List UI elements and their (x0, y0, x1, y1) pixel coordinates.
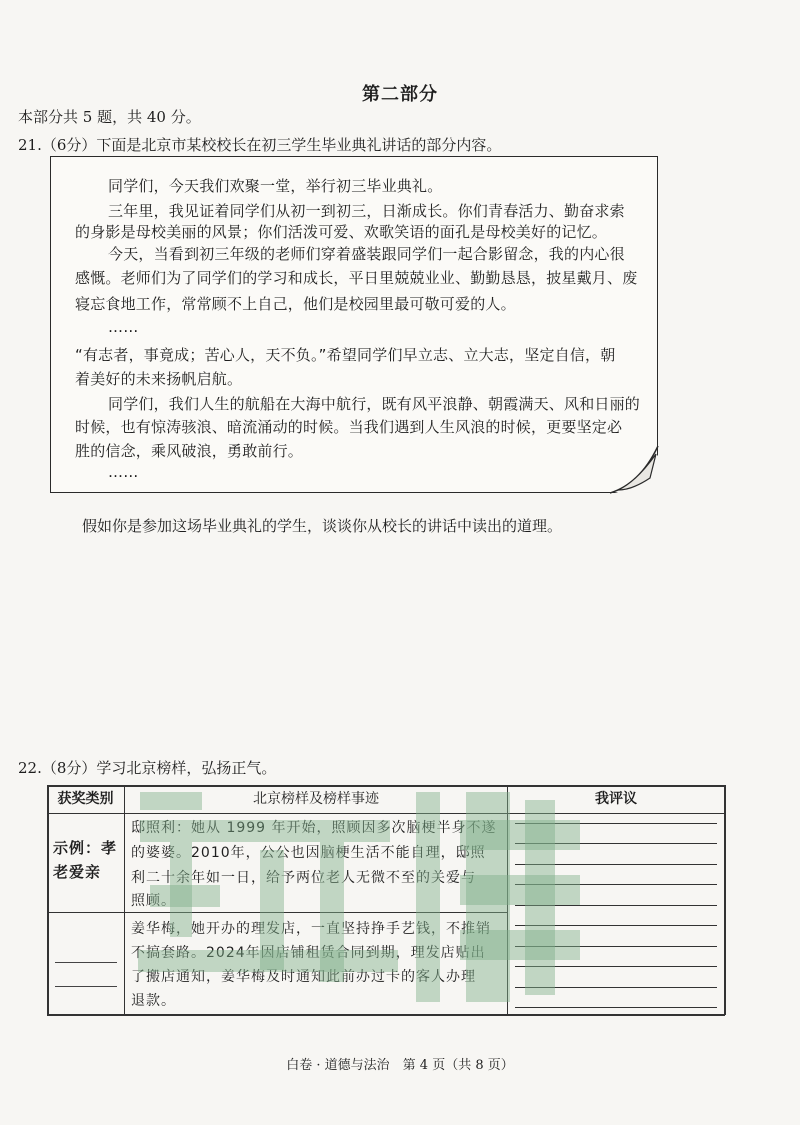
speech-line: 三年里，我见证着同学们从初一到初三，日渐成长。你们青春活力、勤奋求索 (108, 202, 625, 220)
header-role-model: 北京榜样及榜样事迹 (253, 791, 379, 807)
page-footer: 白卷 · 道德与法治 第 4 页（共 8 页） (286, 1058, 514, 1073)
page-curl-corner (610, 444, 664, 498)
speech-line: 的身影是母校美丽的风景；你们活泼可爱、欢歌笑语的面孔是母校美好的记忆。 (75, 223, 608, 241)
comment-answer-line[interactable] (515, 864, 717, 865)
comment-answer-line[interactable] (515, 925, 717, 926)
story-line: 的婆婆。2010年，公公也因脑梗生活不能自理，邸照 (131, 845, 486, 861)
comment-answer-line[interactable] (515, 966, 717, 967)
category-example: 示例：孝老爱亲 (53, 839, 118, 881)
story-line: 邸照利：她从 1999 年开始，照顾因多次脑梗半身不遂 (131, 820, 497, 836)
speech-line: 感慨。老师们为了同学们的学习和成长，平日里兢兢业业、勤勤恳恳，披星戴月、废 (75, 269, 638, 287)
comment-answer-line[interactable] (515, 884, 717, 885)
speech-line: 今天，当看到初三年级的老师们穿着盛装跟同学们一起合影留念，我的内心很 (108, 245, 625, 263)
speech-line: …… (108, 318, 139, 336)
story-line: 了搬店通知，姜华梅及时通知此前办过卡的客人办理 (131, 969, 476, 985)
question-21-prompt: 假如你是参加这场毕业典礼的学生，谈谈你从校长的讲话中读出的道理。 (82, 517, 563, 535)
comment-answer-line[interactable] (515, 905, 717, 906)
story-line: 退款。 (131, 993, 176, 1009)
story-line: 照顾。 (131, 893, 176, 909)
category-answer-blank[interactable] (55, 986, 117, 987)
question-22-stem: 22.（8分）学习北京榜样，弘扬正气。 (18, 759, 277, 777)
story-line: 姜华梅，她开办的理发店，一直坚持挣手艺钱，不推销 (131, 921, 491, 937)
award-table (47, 785, 725, 1015)
comment-answer-line[interactable] (515, 843, 717, 844)
speech-line: 时候，也有惊涛骇浪、暗流涌动的时候。当我们遇到人生风浪的时候，更要坚定必 (75, 418, 623, 436)
story-line: 不搞套路。2024年因店铺租赁合同到期，理发店贴出 (131, 945, 486, 961)
header-award-category: 获奖类别 (57, 791, 114, 807)
comment-answer-line[interactable] (515, 987, 717, 988)
speech-line: 寝忘食地工作，常常顾不上自己，他们是校园里最可敬可爱的人。 (75, 295, 516, 313)
comment-answer-line[interactable] (515, 823, 717, 824)
question-21-stem: 21.（6分）下面是北京市某校校长在初三学生毕业典礼讲话的部分内容。 (18, 136, 502, 154)
comment-answer-line[interactable] (515, 1007, 717, 1008)
category-answer-blank[interactable] (55, 962, 117, 963)
speech-line: 胜的信念，乘风破浪，勇敢前行。 (75, 442, 304, 460)
part-title: 第二部分 (362, 84, 438, 105)
speech-line: 着美好的未来扬帆启航。 (75, 370, 243, 388)
speech-line: …… (108, 463, 139, 481)
comment-answer-line[interactable] (515, 946, 717, 947)
part-intro: 本部分共 5 题，共 40 分。 (18, 108, 201, 126)
speech-line: 同学们，今天我们欢聚一堂，举行初三毕业典礼。 (108, 177, 443, 195)
speech-line: “有志者，事竟成；苦心人，天不负。”希望同学们早立志、立大志，坚定自信，朝 (75, 346, 616, 364)
story-line: 利二十余年如一日，给予两位老人无微不至的关爱与 (131, 870, 476, 886)
header-my-comment: 我评议 (595, 791, 637, 807)
speech-line: 同学们，我们人生的航船在大海中航行，既有风平浪静、朝霞满天、风和日丽的 (108, 395, 641, 413)
